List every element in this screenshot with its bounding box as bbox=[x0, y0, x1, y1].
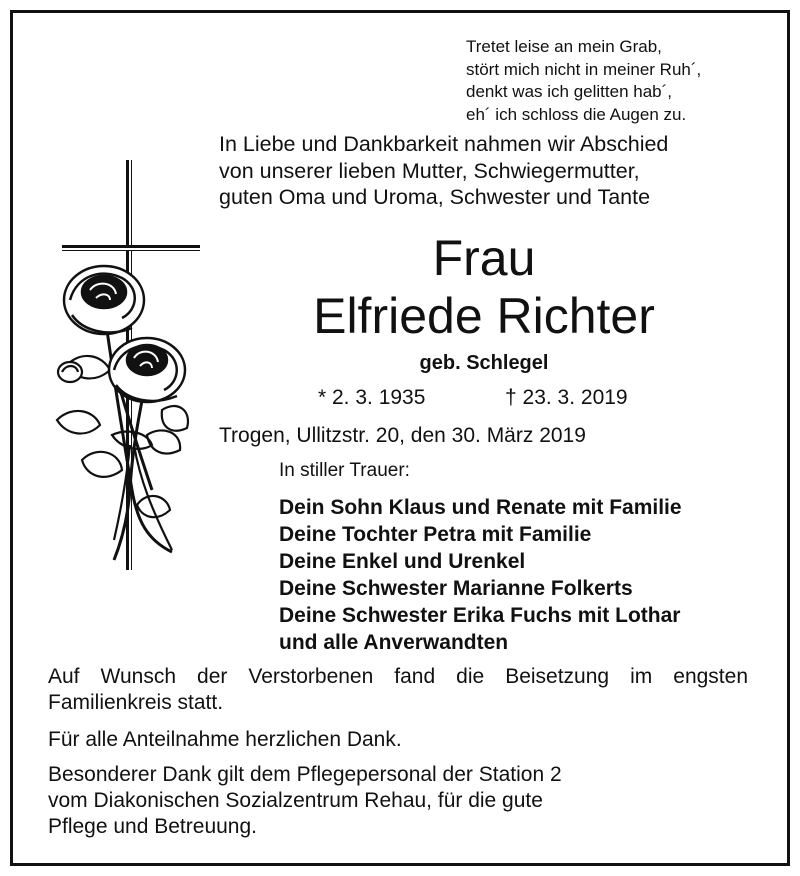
special-thanks-line: Pflege und Betreuung. bbox=[48, 815, 257, 838]
maiden-name: geb. Schlegel bbox=[419, 352, 549, 374]
mourner-line: Deine Schwester Marianne Folkerts bbox=[279, 577, 633, 600]
mourner-line: Deine Tochter Petra mit Familie bbox=[279, 523, 592, 546]
intro-text bbox=[219, 131, 668, 211]
poem-line: Tretet leise an mein Grab, bbox=[466, 37, 662, 56]
special-thanks-line: Besonderer Dank gilt dem Pflegepersonal der Station 2 bbox=[48, 763, 562, 786]
thanks-text: Für alle Anteilnahme herzlichen Dank. bbox=[48, 728, 402, 751]
poem bbox=[466, 36, 701, 126]
special-thanks-line: vom Diakonischen Sozialzentrum Rehau, für die gute bbox=[48, 789, 543, 812]
cross-roses-illustration bbox=[52, 160, 202, 575]
burial-note: Auf Wunsch der Verstorbenen fand die Beisetzung im engsten Familienkreis statt. bbox=[48, 665, 748, 714]
intro-line: In Liebe und Dankbarkeit nahmen wir Abschied bbox=[219, 132, 669, 156]
poem-line: stört mich nicht in meiner Ruh´, bbox=[466, 59, 702, 79]
mourners-list bbox=[279, 494, 682, 656]
intro-line: guten Oma und Uroma, Schwester und Tante bbox=[219, 185, 651, 209]
intro-line: von unserer lieben Mutter, Schwiegermutter, bbox=[219, 158, 640, 183]
mourner-line: Deine Schwester Erika Fuchs mit Lothar bbox=[279, 604, 681, 627]
mourning-heading: In stiller Trauer: bbox=[279, 460, 410, 481]
mourner-line: Deine Enkel und Urenkel bbox=[279, 550, 526, 573]
mourner-line: und alle Anverwandten bbox=[279, 631, 509, 654]
death-date: † 23. 3. 2019 bbox=[505, 386, 628, 409]
poem-line: denkt was ich gelitten hab´, bbox=[466, 82, 673, 101]
birth-date: * 2. 3. 1935 bbox=[318, 386, 426, 409]
place-and-date: Trogen, Ullitzstr. 20, den 30. März 2019 bbox=[219, 424, 586, 447]
deceased-name: Elfriede Richter bbox=[313, 288, 655, 344]
special-thanks bbox=[48, 762, 562, 840]
salutation: Frau bbox=[432, 230, 536, 286]
poem-line: eh´ ich schloss die Augen zu. bbox=[466, 104, 687, 124]
mourner-line: Dein Sohn Klaus und Renate mit Familie bbox=[279, 496, 682, 519]
